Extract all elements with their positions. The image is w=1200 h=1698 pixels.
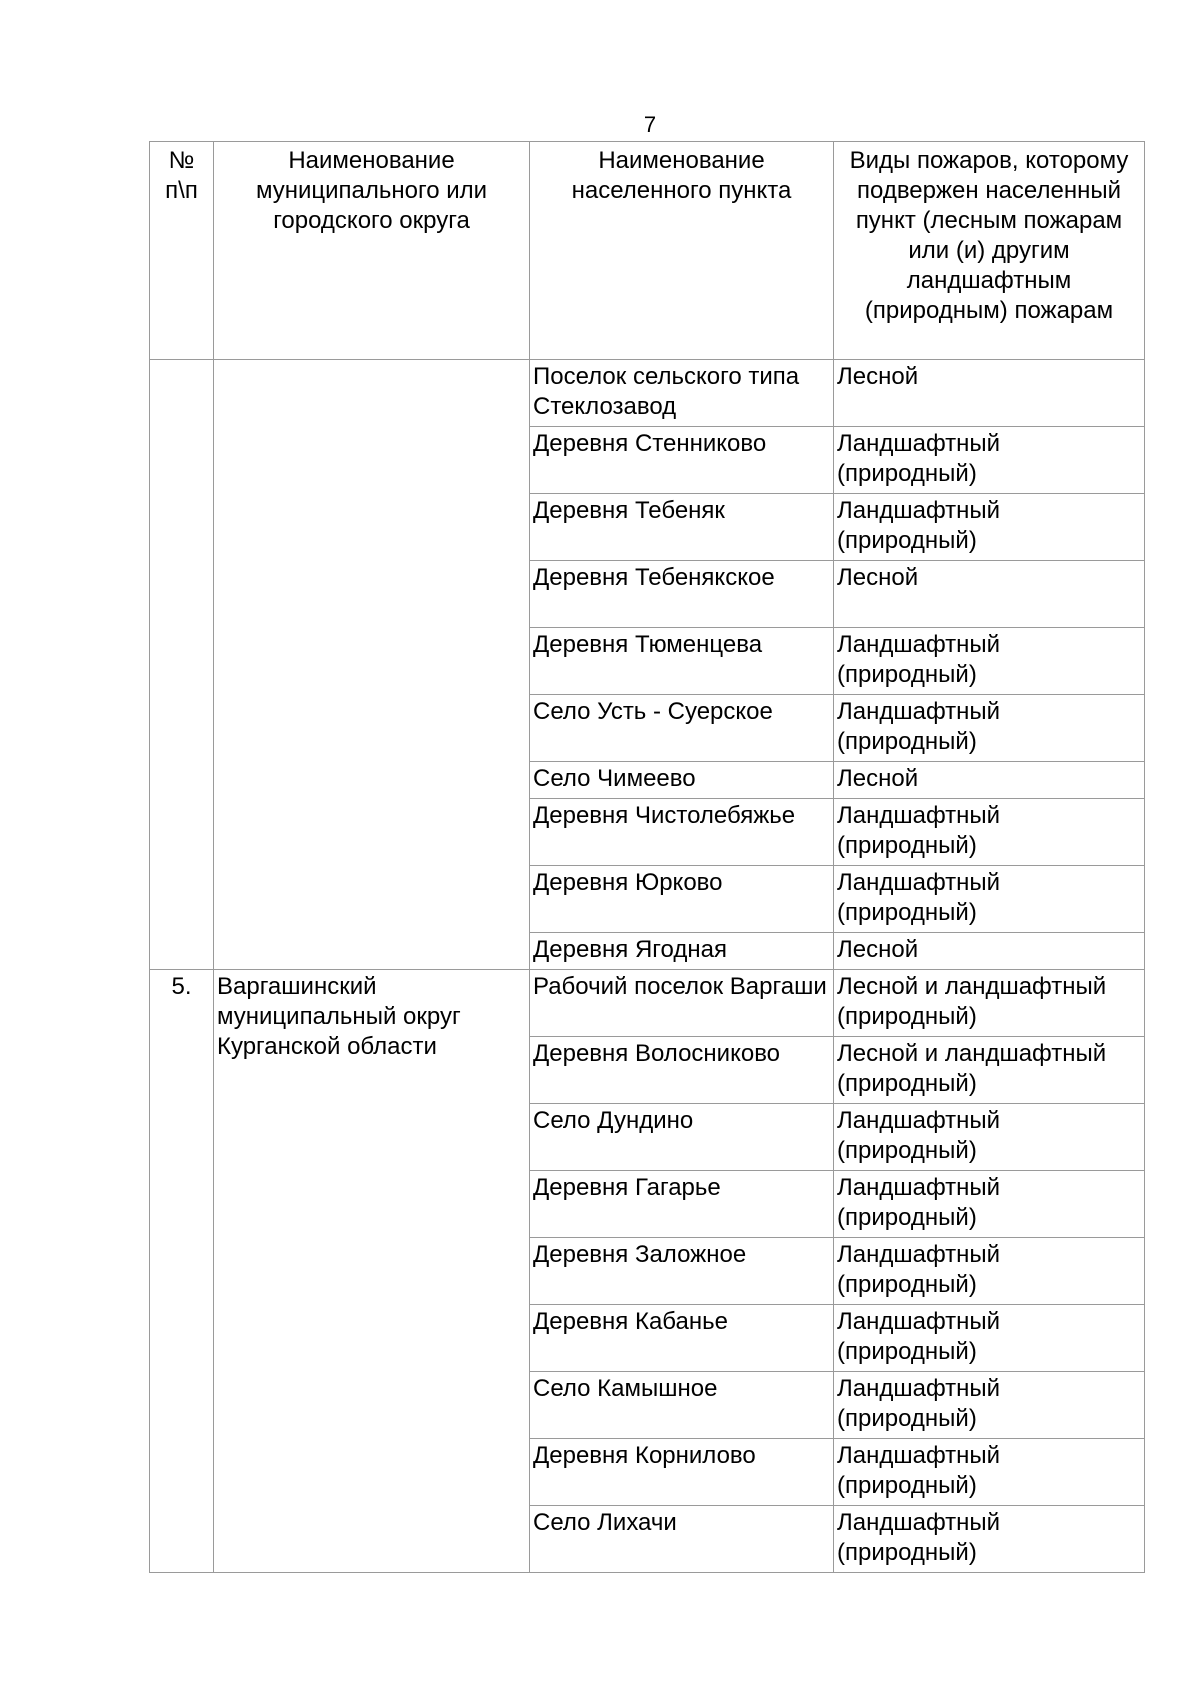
- settlement-cell: Село Камышное: [530, 1372, 834, 1439]
- settlement-cell: Деревня Тюменцева: [530, 628, 834, 695]
- table-row: [150, 970, 1145, 1037]
- settlement-cell: Деревня Стенниково: [530, 427, 834, 494]
- fire-type-cell: Лесной: [834, 360, 1145, 427]
- fire-type-cell: Ландшафтный (природный): [834, 1439, 1145, 1506]
- header-settlement: Наименование населенного пункта: [530, 142, 834, 360]
- settlement-cell: Деревня Тебенякское: [530, 561, 834, 628]
- fire-type-cell: Лесной: [834, 762, 1145, 799]
- settlement-cell: Деревня Юрково: [530, 866, 834, 933]
- table-header-row: [150, 142, 1145, 360]
- fire-type-cell: Ландшафтный (природный): [834, 1238, 1145, 1305]
- fire-type-cell: Ландшафтный (природный): [834, 1506, 1145, 1573]
- fire-type-cell: Ландшафтный (природный): [834, 695, 1145, 762]
- fire-type-cell: Лесной: [834, 561, 1145, 628]
- settlement-cell: Село Дундино: [530, 1104, 834, 1171]
- fire-type-cell: Ландшафтный (природный): [834, 1171, 1145, 1238]
- page-number: 7: [643, 112, 657, 137]
- fire-risk-table: [149, 141, 1145, 1573]
- header-district: Наименование муниципального или городского округа: [214, 142, 530, 360]
- settlement-cell: Деревня Гагарье: [530, 1171, 834, 1238]
- district-cell: [214, 360, 530, 970]
- settlement-cell: Деревня Тебеняк: [530, 494, 834, 561]
- row-number-cell: 5.: [150, 970, 214, 1573]
- header-num: № п\п: [150, 142, 214, 360]
- fire-type-cell: Ландшафтный (природный): [834, 799, 1145, 866]
- settlement-cell: Деревня Волосниково: [530, 1037, 834, 1104]
- district-cell: Варгашинский муниципальный округ Курганской области: [214, 970, 530, 1573]
- fire-type-cell: Ландшафтный (природный): [834, 494, 1145, 561]
- settlement-cell: Деревня Ягодная: [530, 933, 834, 970]
- fire-type-cell: Лесной: [834, 933, 1145, 970]
- fire-type-cell: Лесной и ландшафтный (природный): [834, 1037, 1145, 1104]
- settlement-cell: Село Лихачи: [530, 1506, 834, 1573]
- table-row: [150, 360, 1145, 427]
- fire-type-cell: Ландшафтный (природный): [834, 628, 1145, 695]
- fire-type-cell: Ландшафтный (природный): [834, 866, 1145, 933]
- row-number-cell: [150, 360, 214, 970]
- settlement-cell: Поселок сельского типа Стеклозавод: [530, 360, 834, 427]
- settlement-cell: Деревня Чистолебяжье: [530, 799, 834, 866]
- settlement-cell: Село Чимеево: [530, 762, 834, 799]
- fire-type-cell: Лесной и ландшафтный (природный): [834, 970, 1145, 1037]
- header-fire-type: Виды пожаров, которому подвержен населенный пункт (лесным пожарам или (и) другим ландшафтным (природным) пожарам: [834, 142, 1145, 360]
- fire-type-cell: Ландшафтный (природный): [834, 1372, 1145, 1439]
- settlement-cell: Рабочий поселок Варгаши: [530, 970, 834, 1037]
- settlement-cell: Деревня Корнилово: [530, 1439, 834, 1506]
- settlement-cell: Деревня Заложное: [530, 1238, 834, 1305]
- settlement-cell: Село Усть - Суерское: [530, 695, 834, 762]
- fire-type-cell: Ландшафтный (природный): [834, 1104, 1145, 1171]
- settlement-cell: Деревня Кабанье: [530, 1305, 834, 1372]
- fire-type-cell: Ландшафтный (природный): [834, 1305, 1145, 1372]
- fire-type-cell: Ландшафтный (природный): [834, 427, 1145, 494]
